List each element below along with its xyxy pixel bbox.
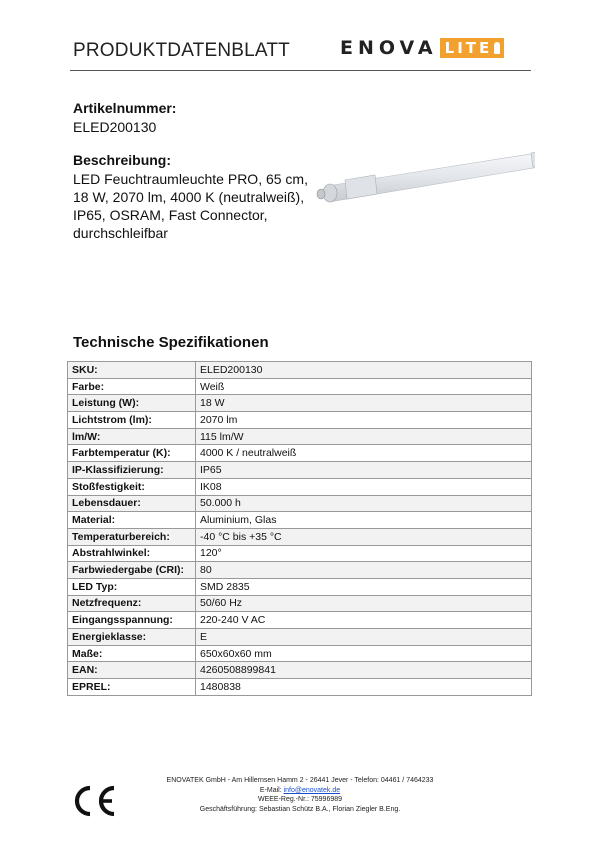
spec-value: 650x60x60 mm: [196, 645, 532, 662]
spec-key: Leistung (W):: [68, 395, 196, 412]
spec-value: ELED200130: [196, 362, 532, 379]
table-row: [68, 612, 532, 629]
spec-value: 120°: [196, 545, 532, 562]
logo-accent-text: LITE: [444, 39, 493, 57]
product-image: [305, 146, 535, 216]
table-row: [68, 629, 532, 646]
description-line: 18 W, 2070 lm, 4000 K (neutralweiß),: [73, 189, 305, 205]
footer: [140, 776, 460, 814]
spec-key: Lebensdauer:: [68, 495, 196, 512]
spec-value: 4260508899841: [196, 662, 532, 679]
footer-email-line: [140, 786, 460, 796]
table-row: [68, 662, 532, 679]
footer-address: ENOVATEK GmbH - Am Hillernsen Hamm 2 - 26441 Jever - Telefon: 04461 / 7464233: [166, 777, 434, 784]
spec-value: -40 °C bis +35 °C: [196, 528, 532, 545]
spec-key: Farbwiedergabe (CRI):: [68, 562, 196, 579]
spec-table: [67, 361, 532, 696]
spec-key: Abstrahlwinkel:: [68, 545, 196, 562]
logo-main-text: ENOVA: [340, 37, 438, 59]
spec-key: Farbtemperatur (K):: [68, 445, 196, 462]
brand-logo: [340, 36, 504, 60]
table-row: [68, 412, 532, 429]
spec-value: IP65: [196, 462, 532, 479]
header-divider: [70, 70, 531, 71]
spec-value: 4000 K / neutralweiß: [196, 445, 532, 462]
spec-key: Stoßfestigkeit:: [68, 478, 196, 495]
spec-key: EAN:: [68, 662, 196, 679]
spec-value: Aluminium, Glas: [196, 512, 532, 529]
table-row: [68, 512, 532, 529]
table-row: [68, 478, 532, 495]
spec-key: Material:: [68, 512, 196, 529]
logo-accent-box: [440, 38, 505, 58]
spec-key: LED Typ:: [68, 578, 196, 595]
spec-value: 50/60 Hz: [196, 595, 532, 612]
spec-value: 18 W: [196, 395, 532, 412]
description-line: durchschleifbar: [73, 225, 168, 241]
page-title: PRODUKTDATENBLATT: [73, 40, 290, 61]
table-row: [68, 428, 532, 445]
article-number-label: Artikelnummer:: [73, 100, 177, 116]
spec-value: 80: [196, 562, 532, 579]
table-row: [68, 395, 532, 412]
footer-management: Geschäftsführung: Sebastian Schütz B.A., Florian Ziegler B.Eng.: [199, 805, 401, 813]
spec-value: E: [196, 629, 532, 646]
table-row: [68, 495, 532, 512]
table-row: [68, 462, 532, 479]
spec-value: 220-240 V AC: [196, 612, 532, 629]
table-row: [68, 545, 532, 562]
spec-value: 1480838: [196, 679, 532, 696]
spec-value: SMD 2835: [196, 578, 532, 595]
spec-heading: Technische Spezifikationen: [73, 334, 269, 351]
article-number-value: ELED200130: [73, 119, 157, 135]
spec-value: 50.000 h: [196, 495, 532, 512]
spec-key: SKU:: [68, 362, 196, 379]
table-row: [68, 528, 532, 545]
spec-key: Temperaturbereich:: [68, 528, 196, 545]
spec-key: Netzfrequenz:: [68, 595, 196, 612]
table-row: [68, 595, 532, 612]
spec-key: Eingangsspannung:: [68, 612, 196, 629]
spec-value: 2070 lm: [196, 412, 532, 429]
spec-key: Energieklasse:: [68, 629, 196, 646]
description-line: IP65, OSRAM, Fast Connector,: [73, 207, 268, 223]
description-text: [73, 170, 308, 242]
spec-key: EPREL:: [68, 679, 196, 696]
footer-email-link[interactable]: info@enovatek.de: [283, 786, 341, 794]
spec-key: Maße:: [68, 645, 196, 662]
table-row: [68, 578, 532, 595]
table-row: [68, 679, 532, 696]
description-line: LED Feuchtraumleuchte PRO, 65 cm,: [73, 171, 308, 187]
footer-weee: WEEE-Reg.-Nr.: 75996989: [257, 796, 343, 803]
spec-key: Farbe:: [68, 378, 196, 395]
spec-value: IK08: [196, 478, 532, 495]
table-row: [68, 362, 532, 379]
table-row: [68, 562, 532, 579]
table-row: [68, 445, 532, 462]
bulb-icon: [494, 42, 500, 54]
spec-value: 115 lm/W: [196, 428, 532, 445]
description-label: Beschreibung:: [73, 152, 172, 168]
spec-key: Lichtstrom (lm):: [68, 412, 196, 429]
spec-key: IP-Klassifizierung:: [68, 462, 196, 479]
footer-email-label: E-Mail:: [259, 786, 284, 794]
spec-value: Weiß: [196, 378, 532, 395]
spec-key: lm/W:: [68, 428, 196, 445]
table-row: [68, 645, 532, 662]
table-row: [68, 378, 532, 395]
ce-mark-icon: [70, 784, 118, 818]
